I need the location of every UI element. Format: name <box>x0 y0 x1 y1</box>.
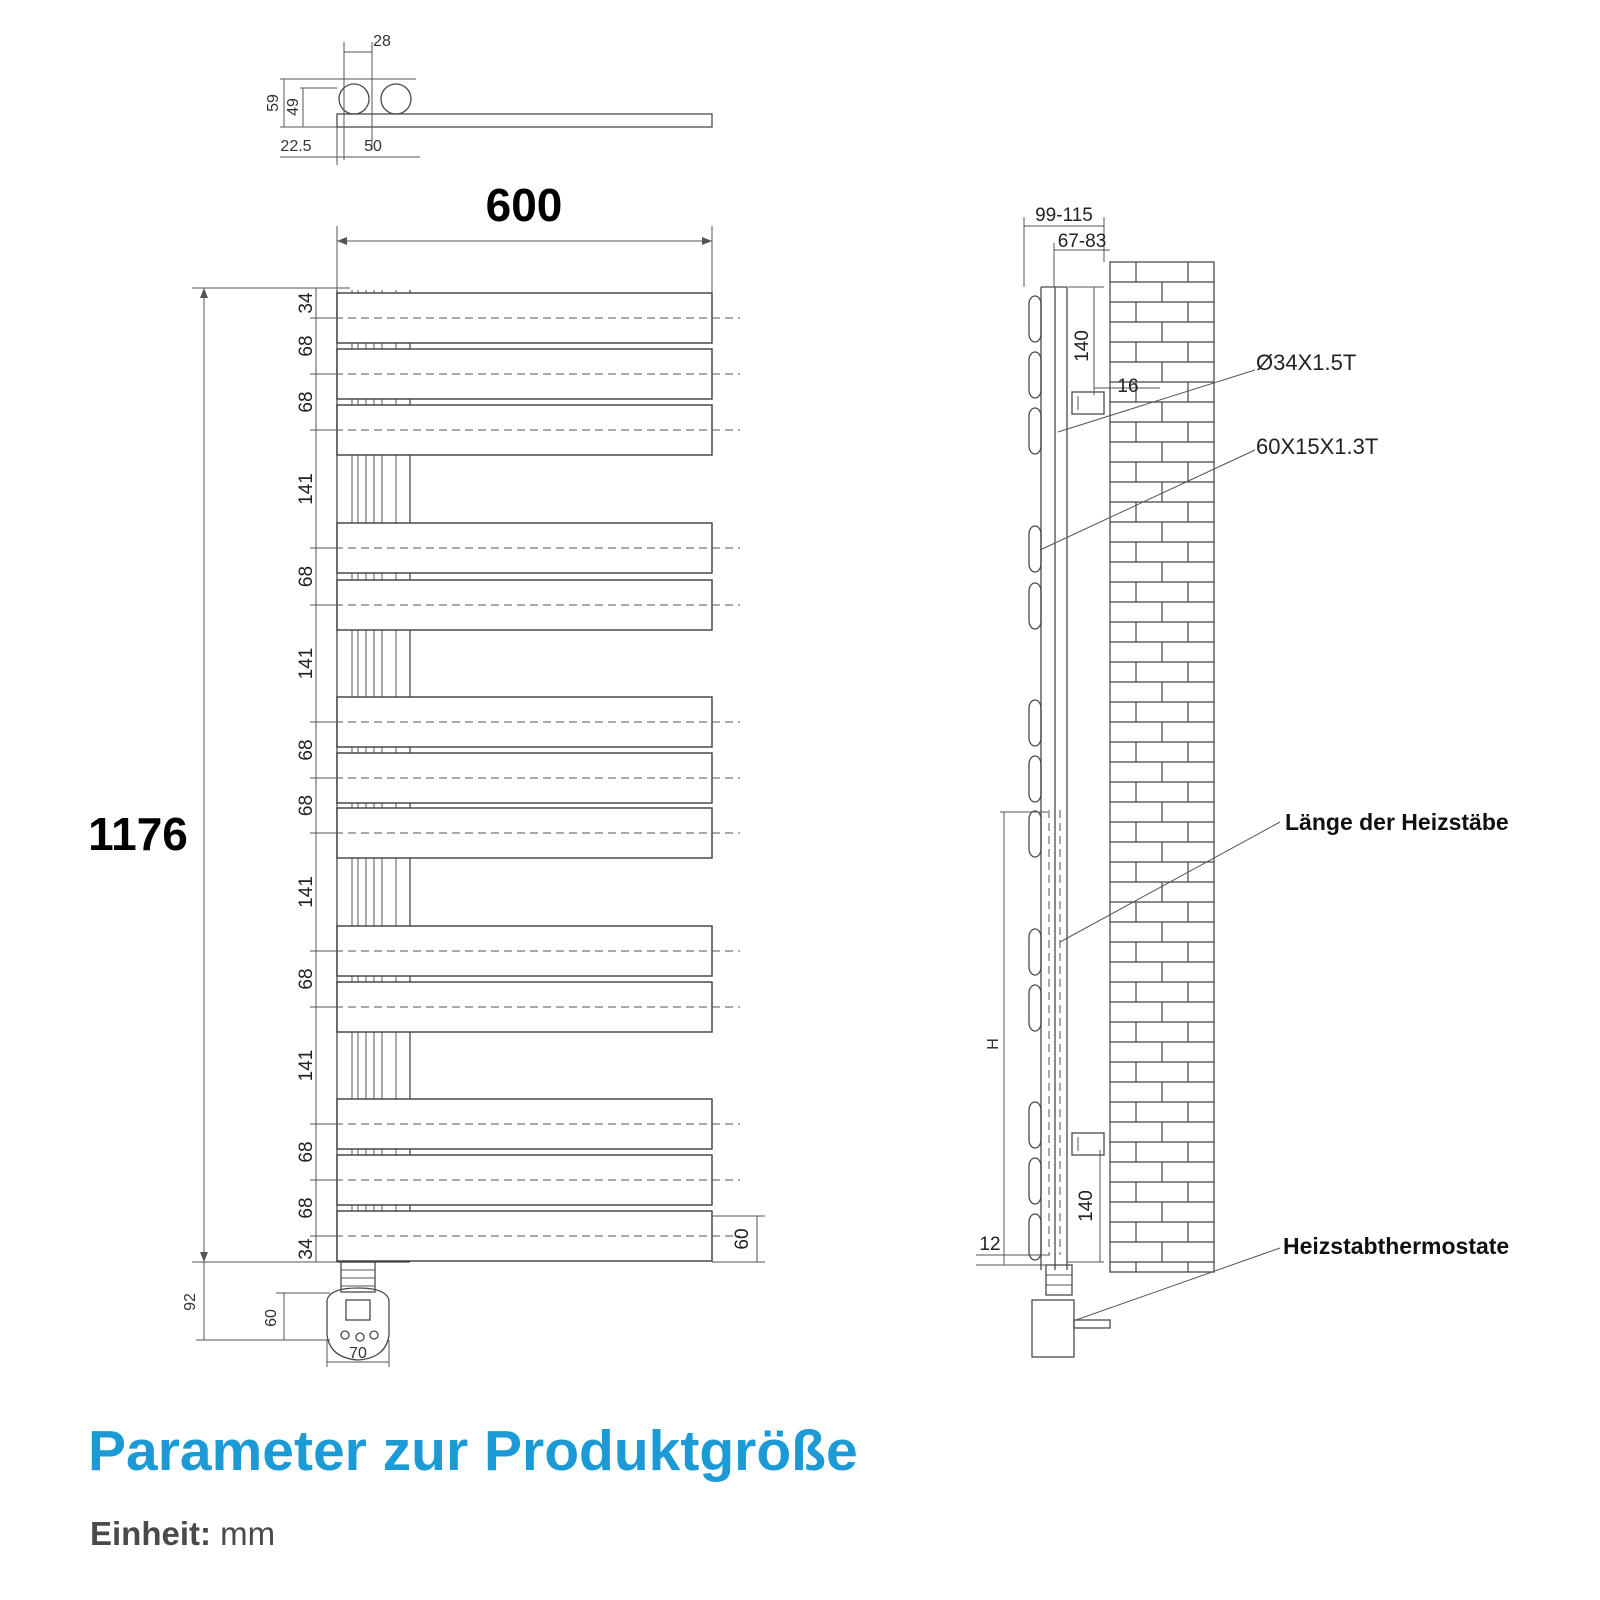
side-view <box>976 205 1509 1357</box>
spacing-label: 141 <box>296 876 318 908</box>
unit-label: Einheit: <box>90 1515 211 1552</box>
top-view-pipe-right <box>381 84 411 114</box>
thermostat-offset-label: 92 <box>182 1293 199 1311</box>
callout-thermostat: Heizstabthermostate <box>1283 1233 1510 1259</box>
spacing-label: 68 <box>296 794 318 817</box>
bottom-offset-label: 12 <box>979 1234 1001 1255</box>
towel-bars <box>310 293 740 1261</box>
spacing-label: 34 <box>296 292 318 314</box>
callout-pipe-spec: Ø34X1.5T <box>1256 350 1357 375</box>
spacing-label: 141 <box>296 1049 318 1082</box>
bar-profile <box>1029 700 1041 746</box>
front-view <box>88 179 765 1367</box>
bar-profile <box>1029 1214 1041 1260</box>
bar-profile <box>1029 811 1041 857</box>
bar-profile <box>1029 583 1041 629</box>
bar-profile <box>1029 1158 1041 1204</box>
thermostat-height-label: 60 <box>263 1309 280 1327</box>
bar-profile <box>1029 985 1041 1031</box>
spacing-label: 141 <box>296 647 318 680</box>
spacing-labels <box>296 288 317 1262</box>
heater-length-symbol: H <box>985 1038 1002 1050</box>
bar-profiles <box>1029 296 1041 1260</box>
width-label: 600 <box>485 179 563 231</box>
spacing-label: 68 <box>296 739 318 761</box>
callout-bar-spec: 60X15X1.3T <box>1256 434 1379 459</box>
callout-heater-length: Länge der Heizstäbe <box>1285 809 1509 835</box>
dim-59: 59 <box>265 94 282 112</box>
top-view-bar <box>337 114 712 127</box>
bar-profile <box>1029 408 1041 454</box>
bracket-bottom-label: 140 <box>1076 1190 1097 1222</box>
spacing-label: 68 <box>296 335 318 357</box>
bracket-top-label: 140 <box>1072 330 1093 362</box>
dim-50: 50 <box>364 138 382 155</box>
thermostat-side <box>1032 1265 1110 1357</box>
bar-profile <box>1029 296 1041 342</box>
brick-wall <box>1110 262 1214 1272</box>
unit-value: mm <box>220 1515 276 1552</box>
thermostat-width-label: 70 <box>349 1345 367 1362</box>
dim-22-5: 22.5 <box>280 138 312 155</box>
spacing-label: 68 <box>296 1141 318 1163</box>
bar-profile <box>1029 352 1041 398</box>
pipe-offset-label: 16 <box>1117 376 1139 397</box>
spacing-label: 68 <box>296 565 318 588</box>
height-label: 1176 <box>88 808 188 860</box>
depth-inner-label: 67-83 <box>1057 231 1107 252</box>
dim-49: 49 <box>285 98 302 116</box>
top-view <box>265 33 712 165</box>
spacing-label: 141 <box>296 473 318 505</box>
bar-profile <box>1029 929 1041 975</box>
bar-profile <box>1029 756 1041 802</box>
spacing-label: 34 <box>296 1238 318 1260</box>
depth-outer-label: 99-115 <box>1035 205 1093 226</box>
dim-28: 28 <box>373 33 391 50</box>
page-title: Parameter zur Produktgröße <box>88 1419 858 1483</box>
bar-profile <box>1029 1102 1041 1148</box>
unit-line <box>90 1515 275 1553</box>
bar-height-label: 60 <box>732 1228 753 1250</box>
spacing-label: 68 <box>296 391 318 413</box>
spacing-label: 68 <box>296 1197 318 1219</box>
spacing-label: 68 <box>296 968 318 990</box>
bar-profile <box>1029 526 1041 572</box>
